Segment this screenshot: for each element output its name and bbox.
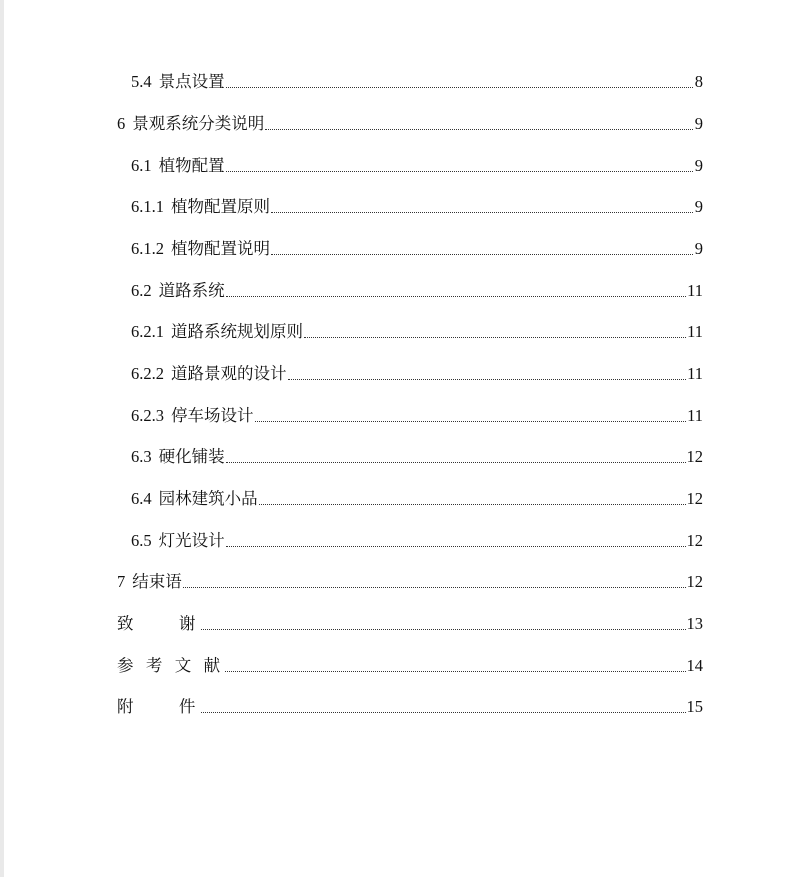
toc-entry-page: 12 (686, 447, 703, 466)
toc-entry[interactable] (131, 70, 703, 94)
toc-entry-title: 园林建筑小品 (158, 489, 258, 508)
toc-entry-title: 道路景观的设计 (171, 364, 287, 383)
toc-entry-title: 植物配置原则 (171, 197, 270, 216)
dot-leader (304, 337, 686, 338)
toc-entry-page: 8 (694, 72, 703, 91)
toc-entry-page: 12 (686, 531, 703, 550)
toc-entry-title: 附 件 (117, 697, 200, 716)
toc-entry-title: 结束语 (132, 572, 182, 591)
dot-leader (255, 421, 687, 422)
toc-entry-number: 6.3 (131, 447, 152, 466)
dot-leader (226, 546, 686, 547)
toc-entry-appendix[interactable] (117, 695, 703, 719)
toc-entry-number: 6 (117, 114, 126, 133)
toc-entry-title: 致 谢 (117, 614, 200, 633)
toc-entry-references[interactable] (117, 654, 703, 678)
toc-entry-page: 13 (686, 614, 703, 633)
dot-leader (226, 462, 686, 463)
toc-entry-page: 9 (694, 156, 703, 175)
toc-entry[interactable] (131, 445, 703, 469)
toc-entry-number: 6.2.1 (131, 322, 164, 341)
toc-entry-page: 11 (687, 406, 703, 425)
toc-entry[interactable] (131, 362, 703, 386)
toc-entry-title: 参 考 文 献 (117, 656, 225, 675)
toc-entry-number: 6.2.3 (131, 406, 164, 425)
toc-entry[interactable] (131, 487, 703, 511)
toc-entry[interactable] (131, 237, 703, 261)
toc-entry-page: 9 (694, 114, 703, 133)
toc-entry-page: 12 (686, 489, 703, 508)
toc-entry-number: 6.2 (131, 281, 152, 300)
toc-entry-number: 6.1 (131, 156, 152, 175)
dot-leader (201, 712, 686, 713)
toc-entry[interactable] (131, 279, 703, 303)
toc-entry-title: 灯光设计 (158, 531, 225, 550)
toc-entry-page: 14 (686, 656, 703, 675)
dot-leader (226, 87, 693, 88)
toc-entry-title: 景观系统分类说明 (132, 114, 265, 133)
toc-entry-title: 植物配置说明 (171, 239, 270, 258)
toc-entry[interactable] (117, 112, 703, 136)
toc-entry-title: 景点设置 (158, 72, 225, 91)
toc-entry-number: 5.4 (131, 72, 152, 91)
dot-leader (226, 171, 693, 172)
toc-entry-number: 7 (117, 572, 126, 591)
toc-entry-number: 6.1.2 (131, 239, 164, 258)
dot-leader (288, 379, 687, 380)
dot-leader (226, 296, 686, 297)
dot-leader (259, 504, 686, 505)
toc-entry-title: 植物配置 (158, 156, 225, 175)
toc-entry[interactable] (131, 404, 703, 428)
toc-entry-number: 6.5 (131, 531, 152, 550)
dot-leader (201, 629, 686, 630)
toc-entry[interactable] (131, 529, 703, 553)
toc-entry[interactable] (131, 320, 703, 344)
toc-entry-page: 11 (687, 322, 703, 341)
toc-entry-number: 6.1.1 (131, 197, 164, 216)
toc-entry-page: 15 (686, 697, 703, 716)
toc-entry[interactable] (117, 570, 703, 594)
toc-entry-page: 9 (694, 239, 703, 258)
toc-entry-page: 11 (687, 364, 703, 383)
toc-entry-acknowledgements[interactable] (117, 612, 703, 636)
toc-entry[interactable] (131, 154, 703, 178)
dot-leader (265, 129, 693, 130)
toc-entry-title: 道路系统 (158, 281, 225, 300)
toc-entry-number: 6.2.2 (131, 364, 164, 383)
toc-entry-title: 硬化铺装 (158, 447, 225, 466)
toc-entry-number: 6.4 (131, 489, 152, 508)
dot-leader (225, 671, 685, 672)
toc-entry-title: 道路系统规划原则 (171, 322, 303, 341)
dot-leader (183, 587, 686, 588)
toc-entry-title: 停车场设计 (171, 406, 254, 425)
dot-leader (271, 254, 693, 255)
page-left-edge (0, 0, 4, 877)
toc-entry-page: 12 (686, 572, 703, 591)
toc-entry-page: 11 (687, 281, 703, 300)
dot-leader (271, 212, 693, 213)
toc-entry-page: 9 (694, 197, 703, 216)
toc-entry[interactable] (131, 195, 703, 219)
